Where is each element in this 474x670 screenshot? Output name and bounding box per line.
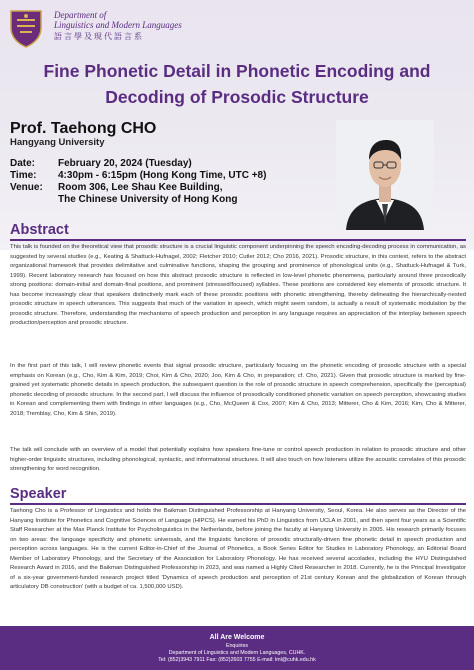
talk-title: [0, 58, 474, 110]
venue-line-2: The Chinese University of Hong Kong: [58, 194, 238, 205]
department-header: [8, 8, 182, 48]
time-row: [10, 170, 318, 182]
talk-title-line-1: Fine Phonetic Detail in Phonetic Encoding and: [43, 61, 431, 81]
time-value: 4:30pm - 6:15pm (Hong Kong Time, UTC +8): [58, 170, 267, 181]
date-row: [10, 158, 318, 170]
speaker-bio-paragraph: Taehong Cho is a Professor of Linguistics and holds the Baikman Distinguished Professorship at Hanyang University, Seoul, Korea. He also serves as the Director of the Hanyang Institute for Phonetics and Cognitive Sciences of Language (HIPCS). He earned his PhD in Linguistics from UCLA in 2001, and then spent four years as a Scientific Staff Researcher at the Max Planck Institute for Psycholinguistics in the Netherlands, before joining the faculty at Hanyang University in 2005. His research primarily focuses on two areas: the language specificity and phonetic universals, and the linguistic functions of prosodic structurally-driven fine phonetic detail in speech production and perception across languages. He is the current Editor-in-Chief of the Journal of Phonetics, a Book Series Editor for Studies in Laboratory Phonology, an Editorial Board Member of Laboratory Phonology, and the Secretary of the Association for Laboratory Phonology. He has received several accolades, including the HYU Distinguished Research Award in 2016, and the Baikman Distinguished Professorship in 2023, and was named a Highly Cited Researcher in 2018. Currently, he is the Principal Investigator of a six-year government-funded research project titled 'Dynamics of speech production and perception of 21st century Korean and the globalization of Korean through articulatory DB construction' (with a budget of ca. 1,500,000 USD).: [10, 508, 466, 591]
abstract-paragraph-3: The talk will conclude with an overview of a model that potentially explains how speakers fine-tune or control speech production in relation to prosodic structure and other higher-order linguistic structures, including phonological, syntactic, and informational structures. It will also touch on how listeners utilize the acoustic correlates of this prosodic strengthening for word recognition.: [10, 447, 466, 473]
speaker-heading: Speaker: [10, 486, 67, 502]
talk-title-line-2: Decoding of Prosodic Structure: [105, 87, 369, 107]
abstract-heading: Abstract: [10, 222, 69, 238]
date-label: Date:: [10, 158, 36, 169]
welcome-text: All Are Welcome: [209, 634, 265, 641]
date-value: February 20, 2024 (Tuesday): [58, 158, 192, 169]
venue-line-1: Room 306, Lee Shau Kee Building,: [58, 182, 223, 193]
department-chinese-name: 語言學及現代語言系: [54, 32, 144, 41]
speaker-affiliation: Hangyang University: [10, 137, 105, 148]
department-name: [54, 10, 182, 42]
venue-row: [10, 182, 318, 206]
abstract-divider: [10, 239, 466, 241]
venue-value: [58, 182, 318, 206]
footer-contact: Tel: (852)3943 7911 Fax: (852)2603 7755 E-mail: lml@cuhk.edu.hk: [158, 657, 316, 663]
department-line-1: Department of: [54, 10, 107, 20]
department-line-2: Linguistics and Modern Languages: [54, 20, 182, 30]
time-label: Time:: [10, 170, 37, 181]
enquiries-label: Enquiries: [225, 643, 249, 649]
abstract-paragraph-2: In the first part of this talk, I will review phonetic events that signal prosodic structure, particularly focusing on the phonetic encoding of prosodic structure with a special emphasis on Korean (e.g., Cho, Kim & Kim, 2019; Choi, Kim & Cho, 2020; Joo, Kim & Cho, in preparation; cf. Cho, 2021). Given that prosodic structure is marked by fine-grained yet systematic phonetic details in speech production, the subsequent question is the role of prosodic structure in speech comprehension, specifically the (perceptual) phonetic decoding of prosodic structure. In the second part, I will discuss the influence of prosodically conditioned phonetic variation on speech perception, showcasing studies in Korean and complementing them with findings in other languages (e.g., Cho, McQueen & Cox, 2007; Kim & Cho, 2013; Mitterer, Cho & Kim, 2016; Kim, Cho & Mitterer, 2018; Tremblay, Cho, Kim & Shin, 2019).: [10, 363, 466, 417]
university-crest-icon: [8, 8, 44, 48]
footer: [0, 626, 474, 670]
speaker-name: Prof. Taehong CHO: [10, 120, 157, 137]
venue-label: Venue:: [10, 182, 43, 193]
footer-department: Department of Linguistics and Modern Languages, CUHK.: [168, 650, 306, 656]
event-details: [10, 158, 318, 206]
abstract-paragraph-1: This talk is founded on the theoretical view that prosodic structure is a crucial linguistic component underpinning the speech encoding-decoding process in communication, as suggested by several studies (e.g., Keating & Shattuck-Hufnagel, 2002; Fletcher 2010; Cutler 2012; Cho 2016, 2021). Prosodic structure, in this context, refers to the abstract organizational framework that provides delimitative and culminative functions, shaping the grouping and prominence of phonological units (e.g., Shattuck-Hufnagel & Turk, 1999). Recent laboratory research has focused on how this abstract prosodic structure is reflected in low-level phonetic phenomena, particularly around three prosodically strong positions: domain-initial and domain-final positions, and prominent (stressed/focused) syllables. These positions are considered key elements of prosodic structure. It has become increasingly clear that speakers distinctively mark each of these prosodic positions with phonetic strengthening, thereby delineating the hierarchically-nested prosodic structure in speech utterances. This suggests that much of the variation in speech, which might seem random, is actually a result of systematic modulation by the prosodic structure. Therefore, understanding the mechanisms of speech production and perception in any language requires an appreciation of the interplay between speech production/perception and prosodic structure.: [10, 244, 466, 327]
speaker-divider: [10, 503, 466, 505]
speaker-photo: [336, 120, 434, 230]
